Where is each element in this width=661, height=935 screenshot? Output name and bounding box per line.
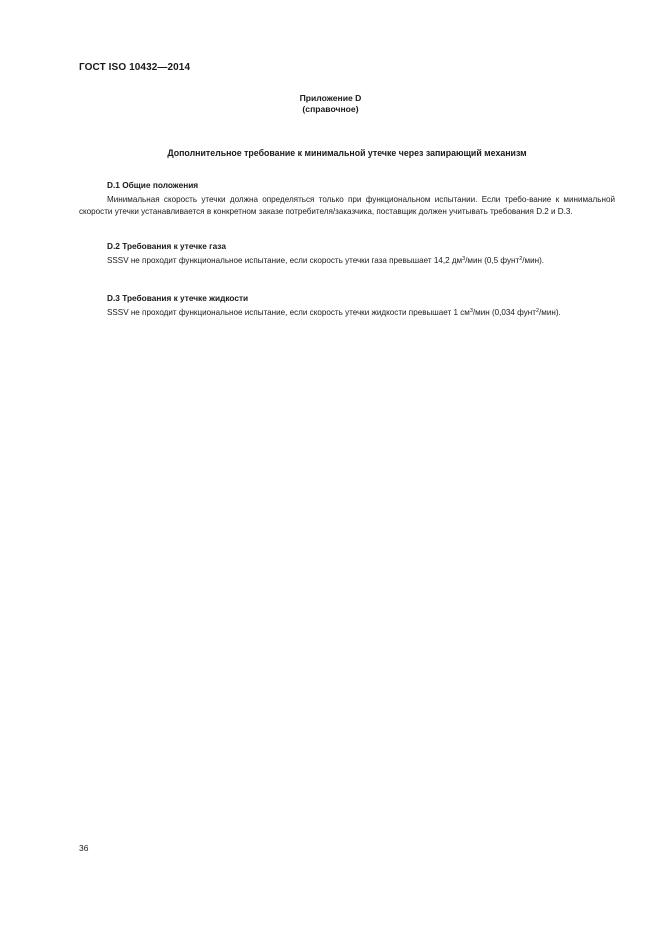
superscript: 3	[469, 308, 473, 314]
section-paragraph: Минимальная скорость утечки должна определяться только при функциональном испытании. Если требо-вание к минимальной скорости утечки устанавливается в конкретном заказе потребителя/заказчика, поставщик должен учитывать требования D.2 и D.3.	[79, 195, 615, 217]
section-paragraph	[79, 307, 615, 319]
superscript: 2	[535, 308, 540, 314]
paragraph-text: SSSV не проходит функциональное испытание, если скорость утечки жидкости превышает 1 см	[107, 308, 470, 317]
document-header-standard-id: ГОСТ ISO 10432—2014	[79, 62, 191, 73]
superscript: 3	[462, 256, 466, 262]
annex-title: Приложение D	[299, 93, 362, 103]
section-d1	[79, 180, 615, 219]
section-heading: D.3 Требования к утечке жидкости	[107, 293, 249, 303]
section-heading: D.2 Требования к утечке газа	[107, 241, 226, 251]
section-d2	[79, 241, 615, 267]
section-heading: D.1 Общие положения	[107, 180, 199, 190]
superscript: 2	[519, 256, 523, 262]
main-title: Дополнительное требование к минимальной утечке через запирающий механизм	[167, 148, 527, 158]
paragraph-text: /мин).	[539, 308, 561, 317]
paragraph-text: /мин).	[522, 256, 545, 265]
paragraph-text: SSSV не проходит функциональное испытание, если скорость утечки газа превышает 14,2 дм	[107, 256, 463, 265]
page-number: 36	[79, 843, 89, 853]
annex-heading	[0, 93, 661, 115]
section-d3	[79, 293, 615, 319]
paragraph-text: /мин (0,034 фунт	[472, 308, 536, 317]
paragraph-text: /мин (0,5 фунт	[465, 256, 520, 265]
section-paragraph	[79, 255, 615, 267]
annex-type: (справочное)	[302, 104, 359, 114]
